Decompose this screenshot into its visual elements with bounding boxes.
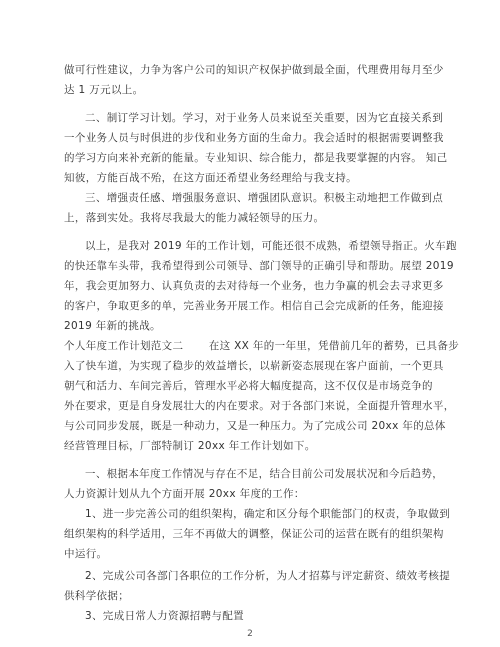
paragraph-line: 与公司同步发展，既是一种动力，又是一种压力。为了完成公司 20xx 年的总体: [64, 420, 446, 432]
paragraph-line: 组织架构的科学适用，三年不再做大的调整，保证公司的运营在既有的组织架构: [64, 528, 444, 540]
paragraph-line: 入了快车道，为实现了稳步的效益增长，以崭新姿态展现在客户面前，一个更具: [64, 360, 444, 372]
paragraph-line: 3、完成日常人力资源招聘与配置: [85, 610, 244, 622]
paragraph-line: 二、制订学习计划。学习，对于业务人员来说至关重要，因为它直接关系到: [85, 112, 444, 124]
paragraph-line: 以上，是我对 2019 年的工作计划，可能还很不成熟，希望领导指正。火车跑: [85, 240, 457, 252]
paragraph-line: 达 1 万元以上。: [64, 84, 144, 96]
paragraph-line: 人力资源计划从九个方面开展 20xx 年度的工作：: [64, 488, 305, 500]
paragraph-line: 中运行。: [64, 548, 108, 560]
paragraph-line: 做可行性建议，力争为客户公司的知识产权保护做到最全面，代理费用每月至少: [64, 64, 444, 76]
page-number: 2: [247, 629, 253, 639]
paragraph-line: 经营管理目标，厂部特制订 20xx 年工作计划如下。: [64, 440, 316, 452]
paragraph-line: 一、根据本年度工作情况与存在不足，结合目前公司发展状况和今后趋势，: [85, 468, 444, 480]
paragraph-line: 上，落到实处。我将尽我最大的能力减轻领导的压力。: [64, 212, 325, 224]
paragraph-line: 一个业务人员与时俱进的步伐和业务方面的生命力。我会适时的根据需要调整我: [64, 132, 444, 144]
paragraph-line: 的客户，争取更多的单，完善业务开展工作。相信自己会完成新的任务，能迎接: [64, 300, 444, 312]
section-heading-line: 个人年度工作计划范文二 在这 XX 年的一年里，凭借前几年的蓄势，已具备步: [64, 340, 460, 352]
paragraph-line: 知彼，方能百战不殆，在这方面还希望业务经理给与我支持。: [64, 172, 357, 184]
paragraph-line: 1、进一步完善公司的组织架构，确定和区分每个职能部门的权责，争取做到: [85, 508, 451, 520]
paragraph-line: 年，我会更加努力、认真负责的去对待每一个业务，也力争赢的机会去寻求更多: [64, 280, 444, 292]
paragraph-line: 的快还靠车头带，我希望得到公司领导、部门领导的正确引导和帮助。展望 2019: [64, 260, 454, 272]
paragraph-line: 的学习方向来补充新的能量。专业知识、综合能力，都是我要掌握的内容。 知己: [64, 152, 448, 164]
paragraph-line: 2019 年新的挑战。: [64, 320, 161, 332]
paragraph-line: 供科学依据；: [64, 590, 130, 602]
paragraph-line: 三、增强责任感、增强服务意识、增强团队意识。积极主动地把工作做到点: [85, 192, 444, 204]
paragraph-line: 2、完成公司各部门各职位的工作分析，为人才招募与评定薪资、绩效考核提: [85, 570, 451, 582]
paragraph-line: 朝气和活力、车间完善后，管理水平必将大幅度提高，这不仅仅是市场竞争的: [64, 380, 433, 392]
paragraph-line: 外在要求，更是自身发展壮大的内在要求。对于各部门来说，全面提升管理水平，: [64, 400, 455, 412]
